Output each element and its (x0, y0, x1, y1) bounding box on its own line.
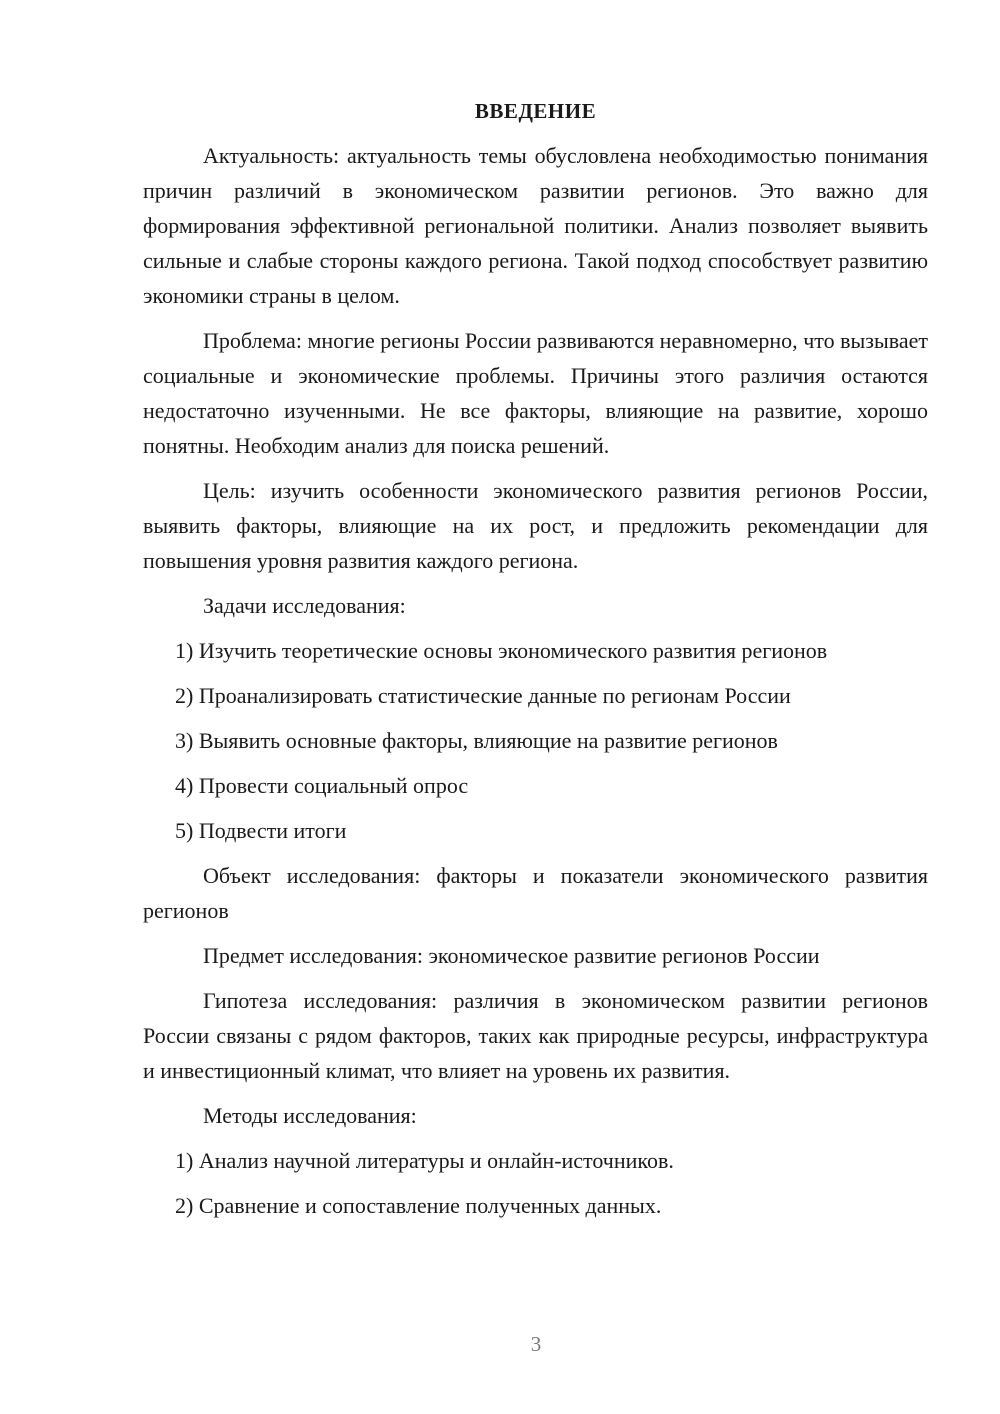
tasks-heading: Задачи исследования: (203, 593, 406, 618)
hypothesis-paragraph: Гипотеза исследования: различия в экономическом развитии регионов России связаны с рядом факторов, таких как природные ресурсы, инфраструктура и инвестиционный климат, что влияет на уровень их развития. (143, 988, 928, 1083)
list-item: 2) Проанализировать статистические данные по регионам России (175, 683, 791, 708)
list-item: 5) Подвести итоги (175, 818, 347, 843)
page-title: ВВЕДЕНИЕ (474, 99, 597, 123)
list-item: 2) Сравнение и сопоставление полученных данных. (175, 1193, 662, 1218)
list-item: 3) Выявить основные факторы, влияющие на развитие регионов (175, 728, 778, 753)
tasks-list (143, 633, 928, 848)
list-item: 4) Провести социальный опрос (175, 773, 469, 798)
list-item: 1) Изучить теоретические основы экономического развития регионов (175, 638, 828, 663)
object-paragraph: Объект исследования: факторы и показатели экономического развития регионов (143, 863, 928, 923)
problem-paragraph: Проблема: многие регионы России развиваются неравномерно, что вызывает социальные и экономические проблемы. Причины этого различия остаются недостаточно изученными. Не все факторы, влияющие на развитие, хорошо понятны. Необходим анализ для поиска решений. (143, 328, 928, 458)
methods-list (143, 1143, 928, 1223)
document-page (143, 96, 928, 1233)
relevance-paragraph: Актуальность: актуальность темы обусловлена необходимостью понимания причин различий в экономическом развитии регионов. Это важно для формирования эффективной региональной политики. Анализ позволяет выявить сильные и слабые стороны каждого региона. Такой подход способствует развитию экономики страны в целом. (143, 143, 928, 308)
goal-paragraph: Цель: изучить особенности экономического развития регионов России, выявить факторы, влияющие на их рост, и предложить рекомендации для повышения уровня развития каждого региона. (143, 478, 928, 573)
methods-heading: Методы исследования: (203, 1103, 417, 1128)
subject-paragraph: Предмет исследования: экономическое развитие регионов России (203, 943, 820, 968)
page-number: 3 (530, 1332, 542, 1356)
list-item: 1) Анализ научной литературы и онлайн-источников. (175, 1148, 674, 1173)
